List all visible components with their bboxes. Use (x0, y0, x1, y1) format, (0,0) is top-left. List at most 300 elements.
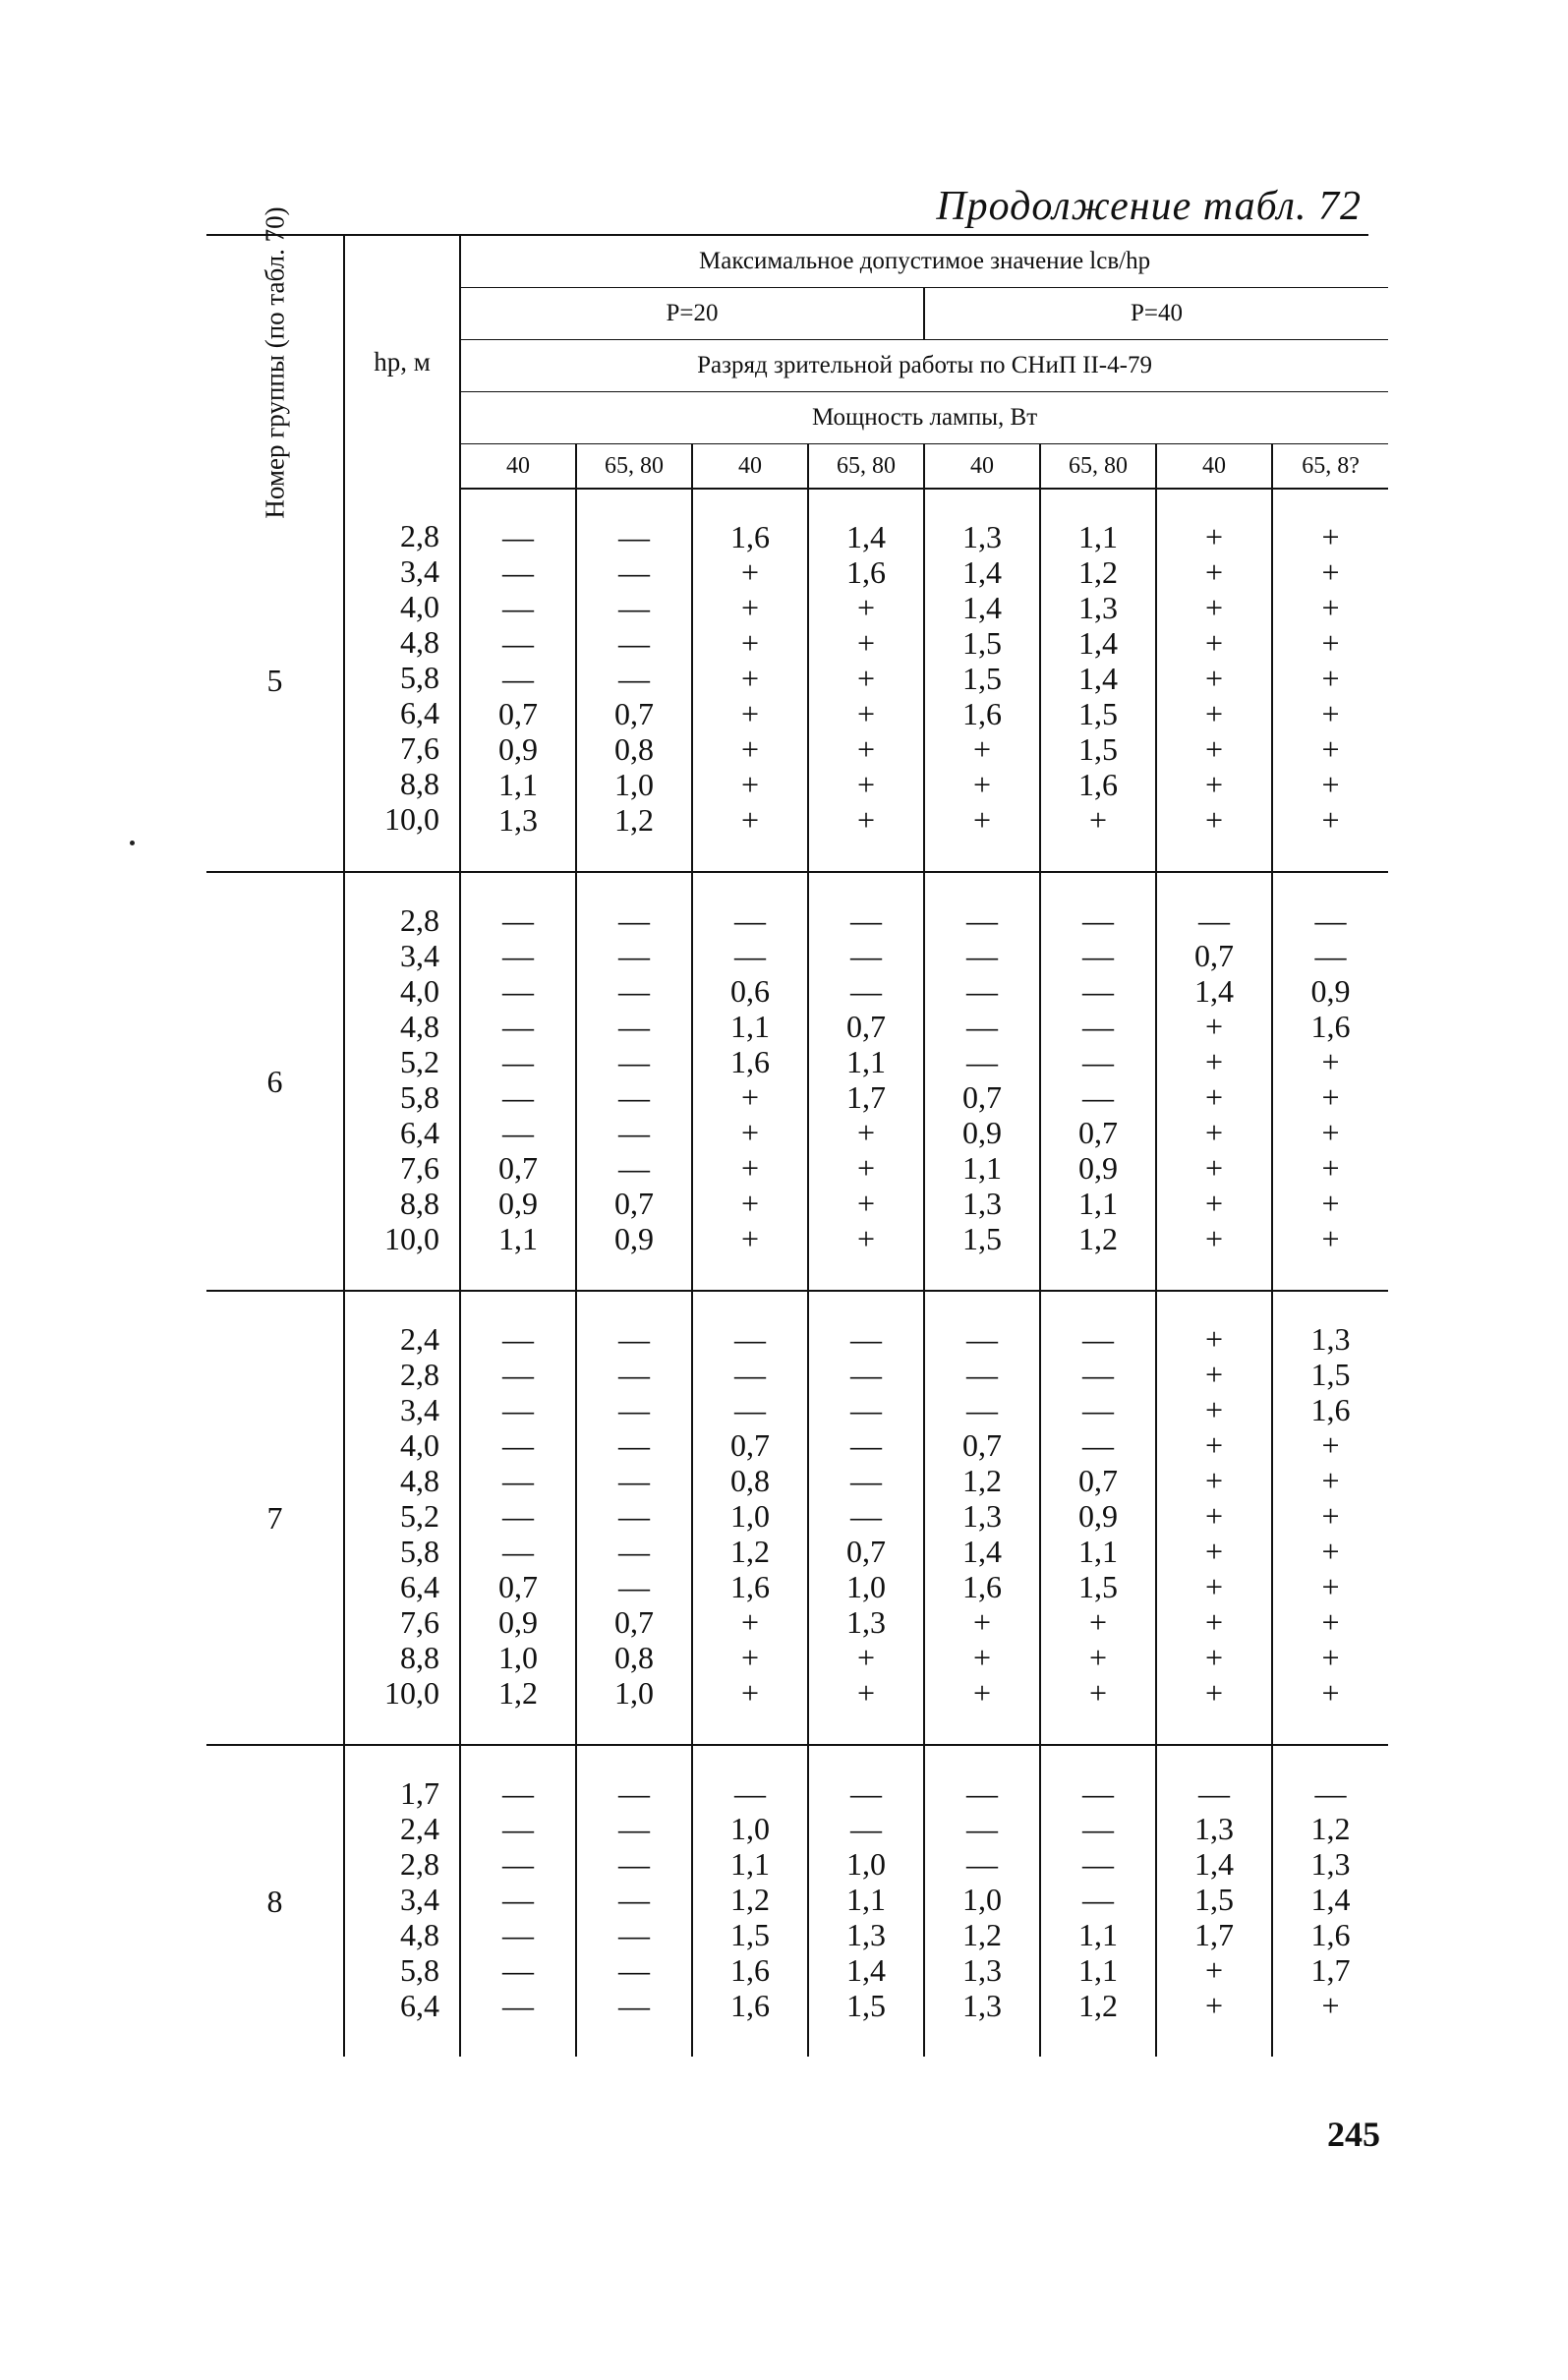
value-cell: + (972, 1640, 992, 1675)
value-cell: — (618, 625, 650, 661)
value-cell: — (618, 1846, 650, 1882)
value-cell: 1,6 (962, 1569, 1002, 1604)
value-cell: — (618, 1988, 650, 2023)
value-cell: 1,1 (498, 767, 538, 802)
hp-header: hр, м (344, 236, 460, 489)
value-cell: — (618, 1463, 650, 1498)
value-cell: + (856, 767, 876, 802)
value-cell: 0,9 (1310, 973, 1351, 1009)
value-cell: 1,3 (1310, 1846, 1351, 1882)
value-cell: 0,7 (498, 696, 538, 731)
hp-value: 5,2 (400, 1044, 439, 1079)
value-cell: 1,0 (498, 1640, 538, 1675)
hp-value: 5,8 (400, 660, 439, 695)
hp-value: 3,4 (400, 1882, 439, 1917)
value-cell: 0,7 (614, 696, 654, 731)
value-cell: — (502, 1846, 534, 1882)
value-cell: 1,3 (962, 519, 1002, 554)
hp-value: 7,6 (400, 1604, 439, 1640)
value-column (1040, 1745, 1156, 2057)
category-header: Разряд зрительной работы по СНиП II-4-79 (460, 340, 1388, 392)
page-number: 245 (1327, 2115, 1380, 2154)
value-column (692, 1745, 808, 2057)
value-column (1272, 489, 1388, 872)
value-cell: — (966, 1357, 998, 1392)
value-cell: + (1321, 1640, 1340, 1675)
power-col-header: 65, 80 (808, 444, 924, 490)
value-column (1272, 1291, 1388, 1745)
value-column (692, 489, 808, 872)
hp-value: 3,4 (400, 1392, 439, 1427)
value-cell: 1,1 (1078, 1917, 1118, 1952)
value-cell: — (618, 1917, 650, 1952)
value-cell: 1,5 (1078, 1569, 1118, 1604)
hp-value: 7,6 (400, 730, 439, 766)
value-cell: 1,3 (962, 1498, 1002, 1534)
value-cell: 1,2 (1078, 554, 1118, 590)
value-cell: + (740, 1221, 760, 1256)
value-cell: + (1204, 1534, 1224, 1569)
value-cell: + (972, 731, 992, 767)
value-cell: + (1204, 519, 1224, 554)
value-column (808, 489, 924, 872)
hp-value: 2,8 (400, 902, 439, 938)
value-cell: 1,3 (846, 1604, 886, 1640)
value-cell: 0,6 (730, 973, 770, 1009)
value-cell: 1,1 (730, 1846, 770, 1882)
hp-value: 4,8 (400, 624, 439, 660)
value-cell: + (1204, 1463, 1224, 1498)
value-cell: — (1082, 1392, 1114, 1427)
value-cell: — (850, 1357, 882, 1392)
value-cell: — (850, 1775, 882, 1811)
value-column (1272, 1745, 1388, 2057)
value-cell: — (502, 1357, 534, 1392)
value-cell: + (1204, 1186, 1224, 1221)
value-cell: 1,0 (730, 1498, 770, 1534)
value-cell: — (502, 625, 534, 661)
hp-value: 5,8 (400, 1534, 439, 1569)
value-cell: + (740, 696, 760, 731)
value-cell: + (740, 731, 760, 767)
value-cell: 0,7 (962, 1427, 1002, 1463)
hp-value: 10,0 (384, 1675, 439, 1711)
hp-values (344, 872, 460, 1291)
value-column (924, 1291, 1040, 1745)
power-col-header: 65, 80 (1040, 444, 1156, 490)
value-cell: — (1082, 1079, 1114, 1115)
value-cell: — (502, 1988, 534, 2023)
group-header: Номер группы (по табл. 70) (206, 236, 344, 489)
value-cell: — (1082, 1044, 1114, 1079)
value-cell: 1,6 (730, 1569, 770, 1604)
value-cell: — (618, 1775, 650, 1811)
value-cell: + (740, 767, 760, 802)
value-cell: 0,9 (614, 1221, 654, 1256)
value-cell: 1,6 (730, 519, 770, 554)
value-cell: — (618, 1952, 650, 1988)
value-cell: 1,7 (1310, 1952, 1351, 1988)
value-cell: — (966, 1811, 998, 1846)
value-column (808, 1745, 924, 2057)
value-cell: 1,3 (962, 1988, 1002, 2023)
value-cell: — (1082, 1321, 1114, 1357)
value-cell: — (618, 1357, 650, 1392)
value-cell: + (1321, 1221, 1340, 1256)
table-caption: Продолжение табл. 72 (936, 184, 1362, 229)
value-cell: 1,5 (1194, 1882, 1234, 1917)
value-cell: — (618, 1534, 650, 1569)
value-cell: 1,1 (1078, 519, 1118, 554)
group-row (206, 489, 1388, 872)
value-cell: + (740, 661, 760, 696)
value-cell: — (502, 902, 534, 938)
value-cell: + (1321, 696, 1340, 731)
value-cell: 1,1 (846, 1044, 886, 1079)
hp-value: 3,4 (400, 938, 439, 973)
value-cell: — (618, 661, 650, 696)
value-cell: — (618, 519, 650, 554)
value-cell: 0,9 (1078, 1150, 1118, 1186)
value-cell: — (502, 519, 534, 554)
value-cell: + (740, 802, 760, 838)
max-value-header: Максимальное допустимое значение lсв/hр (460, 236, 1388, 288)
value-cell: + (1321, 731, 1340, 767)
value-cell: 1,1 (498, 1221, 538, 1256)
hp-value: 6,4 (400, 1988, 439, 2023)
hp-value: 2,8 (400, 1846, 439, 1882)
value-cell: — (502, 938, 534, 973)
value-cell: — (966, 938, 998, 973)
value-cell: 0,7 (730, 1427, 770, 1463)
value-cell: 1,0 (846, 1569, 886, 1604)
value-cell: — (618, 902, 650, 938)
value-cell: + (1204, 1988, 1224, 2023)
value-column (576, 1291, 692, 1745)
hp-value: 2,4 (400, 1811, 439, 1846)
value-cell: 1,5 (846, 1988, 886, 2023)
p20-header: P=20 (460, 288, 924, 340)
hp-value: 6,4 (400, 1115, 439, 1150)
value-cell: 1,6 (730, 1952, 770, 1988)
value-cell: — (502, 1498, 534, 1534)
value-cell: 0,9 (498, 731, 538, 767)
value-cell: 1,2 (614, 802, 654, 838)
value-column (576, 1745, 692, 2057)
value-cell: + (856, 1221, 876, 1256)
value-cell: 1,4 (1078, 661, 1118, 696)
value-cell: — (502, 1811, 534, 1846)
value-cell: 1,4 (962, 590, 1002, 625)
value-cell: — (966, 1392, 998, 1427)
value-cell: 1,5 (730, 1917, 770, 1952)
value-cell: + (1204, 1150, 1224, 1186)
value-cell: 1,6 (730, 1044, 770, 1079)
value-cell: — (850, 1463, 882, 1498)
value-cell: + (740, 1186, 760, 1221)
value-cell: + (1204, 1569, 1224, 1604)
value-cell: — (618, 938, 650, 973)
value-column (924, 872, 1040, 1291)
group-row (206, 1745, 1388, 2057)
value-cell: 1,0 (962, 1882, 1002, 1917)
value-cell: 1,3 (1310, 1321, 1351, 1357)
value-cell: — (734, 1775, 766, 1811)
value-cell: — (502, 1463, 534, 1498)
hp-value: 4,8 (400, 1463, 439, 1498)
value-cell: 0,9 (498, 1604, 538, 1640)
value-cell: 0,7 (1194, 938, 1234, 973)
value-cell: + (1204, 731, 1224, 767)
value-cell: — (1082, 1775, 1114, 1811)
value-cell: + (856, 1186, 876, 1221)
value-cell: — (850, 1498, 882, 1534)
value-cell: 1,3 (1078, 590, 1118, 625)
power-header: Мощность лампы, Вт (460, 392, 1388, 444)
value-cell: — (966, 1846, 998, 1882)
value-cell: — (502, 1427, 534, 1463)
value-cell: 1,4 (1310, 1882, 1351, 1917)
power-col-header: 40 (460, 444, 576, 490)
power-col-header: 65, 8? (1272, 444, 1388, 490)
value-cell: + (740, 1604, 760, 1640)
value-cell: 1,5 (1310, 1357, 1351, 1392)
value-cell: + (1088, 1640, 1108, 1675)
value-cell: + (1088, 1604, 1108, 1640)
value-cell: + (1321, 590, 1340, 625)
value-cell: 1,5 (1078, 696, 1118, 731)
value-cell: 0,7 (1078, 1463, 1118, 1498)
value-cell: + (1321, 1150, 1340, 1186)
value-cell: + (1088, 802, 1108, 838)
value-cell: — (502, 1534, 534, 1569)
value-cell: + (856, 625, 876, 661)
value-cell: + (740, 1079, 760, 1115)
value-cell: 0,8 (614, 1640, 654, 1675)
value-cell: + (856, 1640, 876, 1675)
value-cell: + (1321, 519, 1340, 554)
value-cell: + (740, 554, 760, 590)
value-cell: — (850, 1321, 882, 1357)
value-cell: — (1082, 1811, 1114, 1846)
value-cell: + (972, 1675, 992, 1711)
value-cell: 1,0 (614, 767, 654, 802)
value-cell: + (1321, 1988, 1340, 2023)
value-cell: + (1321, 1079, 1340, 1115)
value-cell: 0,7 (498, 1569, 538, 1604)
value-column (692, 872, 808, 1291)
value-cell: 0,9 (1078, 1498, 1118, 1534)
value-cell: — (502, 1115, 534, 1150)
value-cell: — (734, 902, 766, 938)
value-cell: 0,7 (498, 1150, 538, 1186)
value-cell: + (1321, 1498, 1340, 1534)
value-cell: 1,0 (614, 1675, 654, 1711)
hp-value: 8,8 (400, 766, 439, 801)
value-cell: 0,9 (498, 1186, 538, 1221)
value-column (1040, 489, 1156, 872)
value-cell: — (618, 1079, 650, 1115)
hp-value: 3,4 (400, 553, 439, 589)
value-cell: — (850, 1811, 882, 1846)
value-cell: + (1204, 767, 1224, 802)
value-cell: — (1082, 1009, 1114, 1044)
power-col-header: 40 (692, 444, 808, 490)
value-cell: 1,2 (730, 1882, 770, 1917)
value-column (1040, 872, 1156, 1291)
value-cell: — (618, 1392, 650, 1427)
value-cell: + (1204, 696, 1224, 731)
value-cell: 1,3 (1194, 1811, 1234, 1846)
value-cell: 1,2 (1078, 1988, 1118, 2023)
value-cell: — (618, 1498, 650, 1534)
value-cell: 1,7 (846, 1079, 886, 1115)
value-cell: + (740, 1115, 760, 1150)
hp-value: 7,6 (400, 1150, 439, 1186)
value-column (924, 489, 1040, 872)
value-cell: — (850, 1392, 882, 1427)
value-cell: — (618, 1150, 650, 1186)
value-cell: — (502, 1775, 534, 1811)
hp-values (344, 489, 460, 872)
value-cell: 1,2 (1310, 1811, 1351, 1846)
value-cell: 1,7 (1194, 1917, 1234, 1952)
value-cell: — (502, 1079, 534, 1115)
value-cell: 1,4 (1194, 1846, 1234, 1882)
value-column (460, 489, 576, 872)
power-col-header: 40 (924, 444, 1040, 490)
value-cell: + (740, 1675, 760, 1711)
value-cell: + (1204, 1009, 1224, 1044)
value-column (460, 1745, 576, 2057)
power-col-header: 40 (1156, 444, 1272, 490)
value-cell: — (966, 1321, 998, 1357)
value-column (1156, 1291, 1272, 1745)
value-cell: + (1204, 1640, 1224, 1675)
value-cell: + (1204, 1392, 1224, 1427)
value-cell: + (1321, 802, 1340, 838)
value-cell: 0,7 (846, 1009, 886, 1044)
hp-value: 1,7 (400, 1775, 439, 1811)
value-cell: — (618, 1044, 650, 1079)
value-cell: — (734, 938, 766, 973)
value-cell: — (618, 1882, 650, 1917)
value-column (1156, 872, 1272, 1291)
value-cell: — (1314, 1775, 1347, 1811)
value-cell: — (1198, 1775, 1230, 1811)
value-cell: 0,7 (1078, 1115, 1118, 1150)
group-number: 5 (206, 489, 344, 872)
value-cell: + (1204, 1321, 1224, 1357)
hp-value: 2,8 (400, 1357, 439, 1392)
value-cell: — (502, 661, 534, 696)
value-cell: — (1198, 902, 1230, 938)
value-cell: 1,3 (498, 802, 538, 838)
value-cell: + (1204, 625, 1224, 661)
hp-value: 4,0 (400, 1427, 439, 1463)
value-column (1156, 489, 1272, 872)
value-cell: + (1321, 1534, 1340, 1569)
value-cell: + (1204, 1498, 1224, 1534)
hp-value: 4,8 (400, 1009, 439, 1044)
value-cell: — (618, 554, 650, 590)
value-cell: 1,1 (846, 1882, 886, 1917)
value-cell: + (1321, 625, 1340, 661)
value-cell: — (618, 1427, 650, 1463)
value-cell: 1,2 (962, 1463, 1002, 1498)
hp-value: 5,8 (400, 1079, 439, 1115)
value-cell: 0,7 (962, 1079, 1002, 1115)
hp-value: 2,4 (400, 1321, 439, 1357)
value-cell: 0,9 (962, 1115, 1002, 1150)
value-cell: 1,2 (730, 1534, 770, 1569)
value-column (460, 1291, 576, 1745)
value-cell: + (972, 802, 992, 838)
value-cell: — (618, 1569, 650, 1604)
value-cell: + (1204, 1221, 1224, 1256)
value-cell: 1,0 (730, 1811, 770, 1846)
value-cell: — (1082, 1427, 1114, 1463)
value-cell: + (856, 1115, 876, 1150)
value-column (1156, 1745, 1272, 2057)
value-cell: 1,6 (1310, 1392, 1351, 1427)
value-cell: — (1314, 938, 1347, 973)
value-cell: + (1204, 661, 1224, 696)
hp-values (344, 1745, 460, 2057)
hp-value: 5,8 (400, 1952, 439, 1988)
value-cell: + (1204, 1044, 1224, 1079)
hp-value: 10,0 (384, 801, 439, 837)
value-cell: + (1321, 661, 1340, 696)
value-cell: — (734, 1321, 766, 1357)
value-cell: 1,5 (962, 625, 1002, 661)
hp-value: 8,8 (400, 1640, 439, 1675)
value-cell: 1,1 (962, 1150, 1002, 1186)
value-cell: 1,4 (846, 519, 886, 554)
group-row (206, 872, 1388, 1291)
value-cell: + (1204, 1952, 1224, 1988)
hp-values (344, 1291, 460, 1745)
value-cell: 1,4 (1194, 973, 1234, 1009)
value-cell: — (850, 1427, 882, 1463)
value-cell: — (1082, 1846, 1114, 1882)
value-column (924, 1745, 1040, 2057)
group-row (206, 1291, 1388, 1745)
value-cell: — (1082, 973, 1114, 1009)
value-cell: + (1321, 1186, 1340, 1221)
value-cell: 1,6 (1078, 767, 1118, 802)
hp-value: 6,4 (400, 1569, 439, 1604)
value-cell: 1,5 (1078, 731, 1118, 767)
value-cell: — (502, 1044, 534, 1079)
value-cell: 1,3 (962, 1186, 1002, 1221)
value-cell: — (966, 973, 998, 1009)
value-cell: 1,3 (846, 1917, 886, 1952)
value-cell: 0,7 (614, 1186, 654, 1221)
power-col-header: 65, 80 (576, 444, 692, 490)
value-cell: — (1314, 902, 1347, 938)
value-cell: 1,6 (730, 1988, 770, 2023)
print-speck (130, 841, 135, 845)
hp-value: 5,2 (400, 1498, 439, 1534)
value-cell: + (1204, 1357, 1224, 1392)
hp-value: 8,8 (400, 1186, 439, 1221)
hp-value: 4,0 (400, 973, 439, 1009)
value-cell: — (966, 1009, 998, 1044)
value-cell: 0,8 (614, 731, 654, 767)
value-cell: + (1204, 1427, 1224, 1463)
value-cell: — (734, 1392, 766, 1427)
